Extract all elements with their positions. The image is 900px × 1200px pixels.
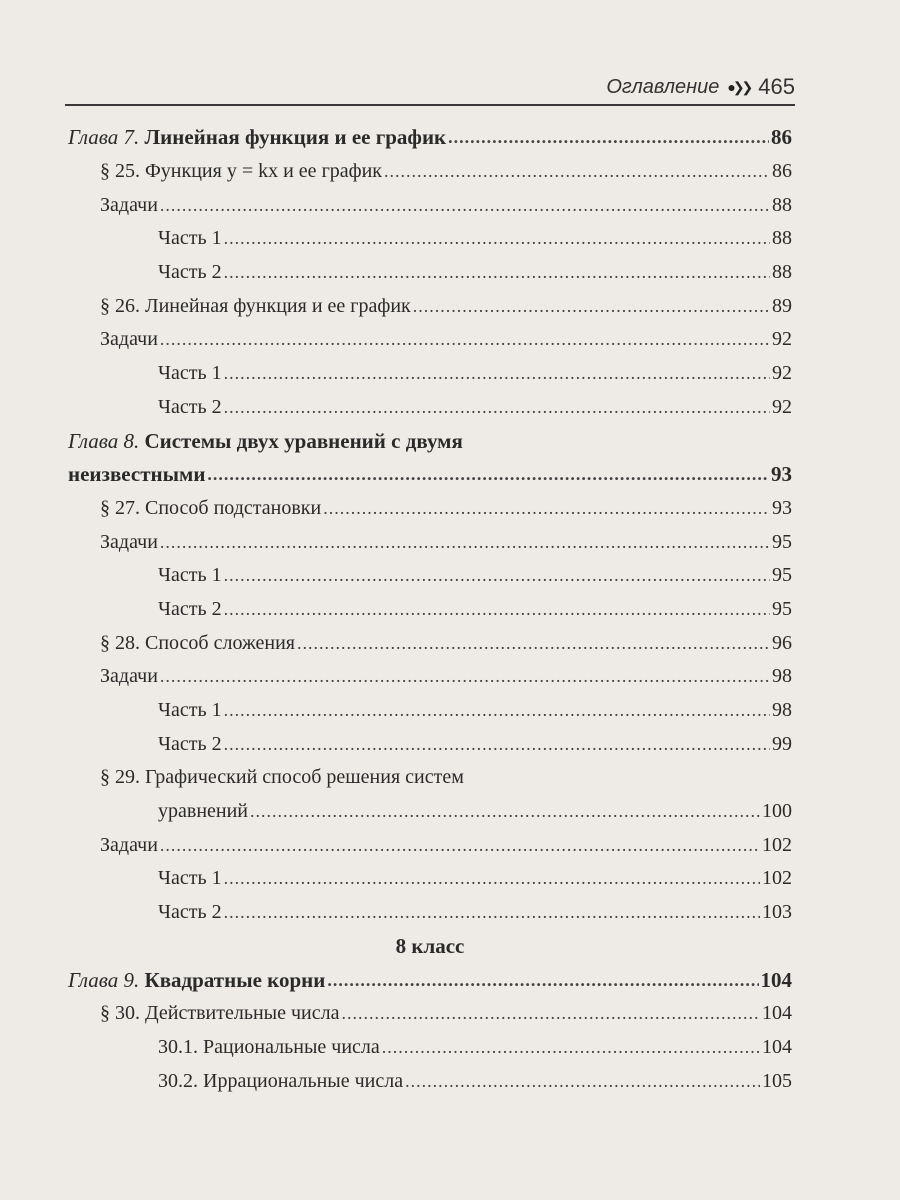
dot-leader — [224, 700, 770, 721]
entry-label: Квадратные корни — [139, 967, 326, 992]
dot-leader — [224, 868, 760, 889]
toc-entry[interactable] — [68, 256, 792, 290]
entry-label: Линейная функция и ее график — [139, 125, 447, 150]
table-of-contents — [68, 121, 792, 1098]
toc-entry[interactable] — [68, 492, 792, 526]
toc-entry[interactable] — [68, 727, 792, 761]
entry-page-number: 105 — [762, 1069, 792, 1092]
entry-label: § 28. Способ сложения — [100, 631, 295, 654]
entry-title — [100, 194, 158, 217]
dot-leader — [160, 835, 760, 856]
entry-title — [100, 328, 158, 351]
toc-entry[interactable] — [68, 559, 792, 593]
entry-title — [158, 396, 222, 419]
entry-title — [100, 295, 411, 318]
entry-title — [68, 429, 463, 454]
entry-page-number: 103 — [762, 901, 792, 924]
chapter-number: Глава 8. — [68, 428, 140, 453]
toc-entry[interactable] — [68, 357, 792, 391]
entry-title — [158, 564, 222, 587]
entry-page-number: 95 — [772, 597, 792, 620]
entry-page-number: 89 — [772, 294, 792, 317]
entry-title — [158, 733, 222, 756]
dot-leader — [341, 1003, 760, 1024]
toc-entry[interactable] — [68, 323, 792, 357]
chapter-number: Глава 7. — [68, 125, 140, 150]
entry-label: Часть 2 — [158, 732, 222, 755]
entry-label: Задачи — [100, 833, 158, 856]
entry-title — [158, 598, 222, 621]
dot-leader — [382, 1037, 760, 1058]
entry-label: 30.1. Рациональные числа — [158, 1035, 380, 1058]
entry-title — [100, 665, 158, 688]
dot-leader — [207, 464, 769, 485]
dot-leader — [224, 228, 770, 249]
toc-entry[interactable] — [68, 795, 792, 829]
dot-leader — [413, 296, 770, 317]
entry-label: Часть 1 — [158, 867, 222, 890]
entry-page-number: 104 — [760, 967, 792, 992]
entry-title — [100, 632, 295, 655]
dot-leader — [160, 329, 770, 350]
dot-leader — [327, 970, 758, 991]
entry-page-number: 98 — [772, 699, 792, 722]
entry-page-number: 95 — [772, 530, 792, 553]
entry-label: Часть 2 — [158, 597, 222, 620]
entry-label: неизвестными — [68, 462, 206, 487]
dot-leader — [160, 195, 770, 216]
dot-leader — [224, 397, 770, 418]
header-page-number: 465 — [758, 74, 795, 99]
entry-title — [100, 834, 158, 857]
entry-label: уравнений — [158, 800, 249, 823]
entry-title — [68, 462, 205, 487]
dot-leader — [448, 127, 769, 148]
toc-entry[interactable] — [68, 828, 792, 862]
entry-title — [100, 531, 158, 554]
entry-label: Часть 2 — [158, 261, 222, 284]
entry-page-number: 100 — [762, 800, 792, 823]
dot-leader — [224, 262, 770, 283]
entry-page-number: 92 — [772, 362, 792, 385]
entry-page-number: 88 — [772, 227, 792, 250]
toc-entry[interactable] — [68, 593, 792, 627]
toc-entry[interactable] — [68, 391, 792, 425]
entry-title — [158, 867, 222, 890]
entry-label: § 29. Графический способ решения систем — [100, 766, 464, 789]
dot-leader — [250, 801, 760, 822]
entry-label: 30.2. Иррациональные числа — [158, 1069, 404, 1092]
entry-title — [100, 160, 382, 183]
entry-title — [100, 1002, 339, 1025]
dot-leader — [384, 161, 770, 182]
entry-page-number: 104 — [762, 1002, 792, 1025]
dot-leader — [405, 1071, 760, 1092]
entry-label: Часть 1 — [158, 227, 222, 250]
entry-page-number: 96 — [772, 631, 792, 654]
entry-title — [158, 901, 222, 924]
entry-label: § 25. Функция y = kx и ее график — [100, 160, 383, 183]
entry-page-number: 102 — [762, 833, 792, 856]
toc-entry[interactable] — [68, 289, 792, 323]
entry-title — [68, 968, 325, 993]
dot-leader — [160, 666, 770, 687]
entry-page-number: 95 — [772, 564, 792, 587]
entry-label: § 27. Способ подстановки — [100, 496, 322, 519]
entry-title — [158, 362, 222, 385]
entry-page-number: 92 — [772, 395, 792, 418]
entry-title — [158, 800, 248, 823]
toc-entry[interactable] — [68, 660, 792, 694]
entry-label: Часть 2 — [158, 901, 222, 924]
entry-page-number: 99 — [772, 732, 792, 755]
dot-leader — [224, 565, 770, 586]
header-title: Оглавление — [606, 75, 720, 98]
dot-leader — [224, 363, 770, 384]
entry-title — [158, 261, 222, 284]
entry-title — [158, 1070, 403, 1093]
section-heading: 8 класс — [395, 933, 465, 958]
entry-title — [158, 1036, 380, 1059]
entry-page-number: 98 — [772, 665, 792, 688]
dot-leader — [297, 633, 770, 654]
entry-page-number: 104 — [762, 1035, 792, 1058]
toc-entry[interactable] — [68, 458, 792, 492]
running-header — [65, 70, 795, 106]
entry-title — [100, 497, 321, 520]
entry-page-number: 88 — [772, 193, 792, 216]
entry-title — [68, 125, 446, 150]
entry-page-number: 102 — [762, 867, 792, 890]
dot-leader — [224, 599, 770, 620]
entry-label: Часть 1 — [158, 699, 222, 722]
entry-title — [100, 766, 464, 789]
toc-entry[interactable] — [68, 188, 792, 222]
toc-entry[interactable] — [68, 862, 792, 896]
entry-label: § 26. Линейная функция и ее график — [100, 294, 411, 317]
entry-title — [158, 227, 222, 250]
toc-entry[interactable] — [68, 626, 792, 660]
chapter-number: Глава 9. — [68, 967, 140, 992]
entry-page-number: 86 — [771, 125, 792, 150]
entry-page-number: 93 — [771, 462, 792, 487]
entry-label: Системы двух уравнений с двумя — [139, 428, 463, 453]
toc-entry[interactable] — [68, 1031, 792, 1065]
dot-leader — [160, 532, 770, 553]
dot-leader — [323, 498, 770, 519]
toc-entry[interactable] — [68, 525, 792, 559]
entry-page-number: 86 — [772, 160, 792, 183]
toc-entry[interactable] — [68, 694, 792, 728]
toc-entry[interactable] — [68, 997, 792, 1031]
toc-entry[interactable] — [68, 896, 792, 930]
entry-label: Задачи — [100, 530, 158, 553]
entry-label: Задачи — [100, 328, 158, 351]
dot-leader — [224, 902, 760, 923]
toc-entry[interactable] — [68, 963, 792, 997]
toc-entry[interactable] — [68, 761, 792, 795]
entry-page-number: 92 — [772, 328, 792, 351]
entry-label: § 30. Действительные числа — [100, 1002, 340, 1025]
toc-entry[interactable] — [68, 424, 792, 458]
toc-entry[interactable] — [68, 155, 792, 189]
header-ornament-icon: ●❯❯ — [727, 78, 751, 95]
entry-label: Задачи — [100, 193, 158, 216]
entry-page-number: 88 — [772, 261, 792, 284]
entry-page-number: 93 — [772, 496, 792, 519]
toc-entry[interactable] — [68, 1064, 792, 1098]
entry-label: Часть 2 — [158, 395, 222, 418]
dot-leader — [224, 734, 770, 755]
toc-entry[interactable] — [68, 222, 792, 256]
entry-label: Задачи — [100, 665, 158, 688]
entry-label: Часть 1 — [158, 362, 222, 385]
entry-label: Часть 1 — [158, 564, 222, 587]
toc-entry[interactable] — [68, 121, 792, 155]
entry-title — [158, 699, 222, 722]
